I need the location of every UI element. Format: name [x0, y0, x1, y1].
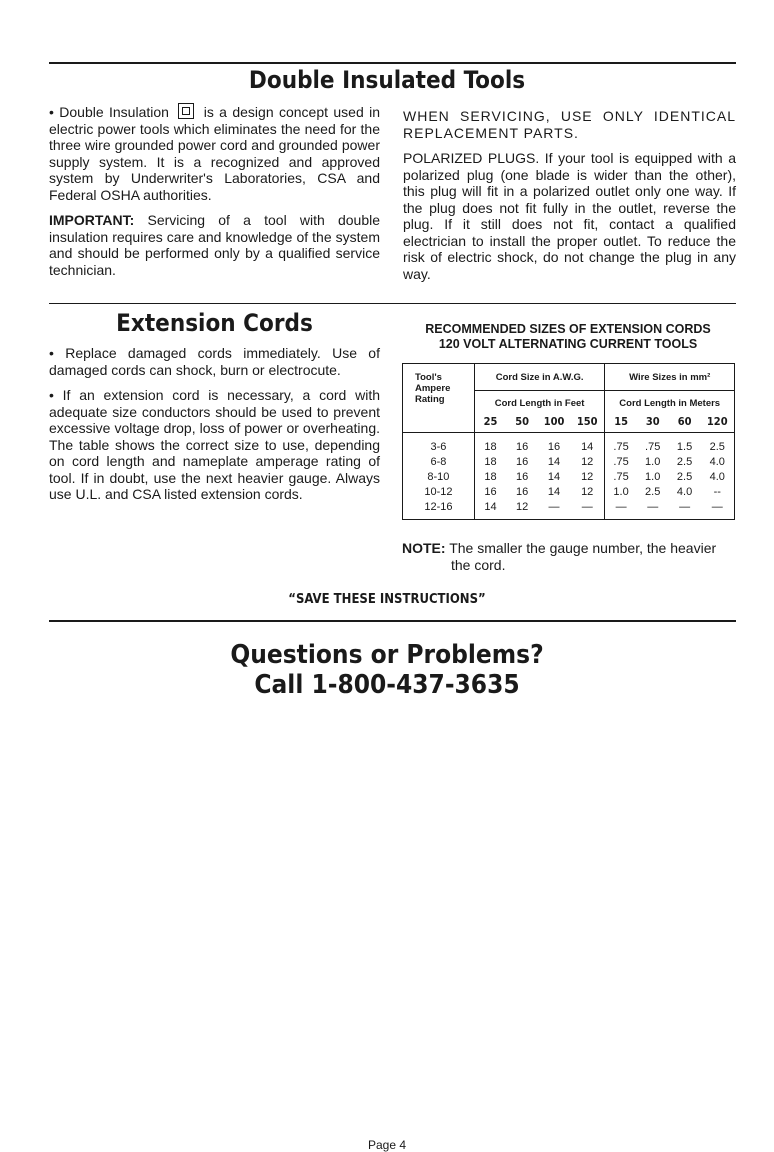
servicing-paragraph: WHEN SERVICING, USE ONLY IDENTICAL REPLACEMENT PARTS.	[403, 108, 736, 141]
table-heading-line-1: RECOMMENDED SIZES OF EXTENSION CORDS	[425, 322, 711, 336]
section-divider	[49, 303, 736, 304]
ampere-rating: 12-16	[403, 499, 475, 520]
ampere-rating: 10-12	[403, 484, 475, 499]
extension-bullet-1: • Replace damaged cords immediately. Use of damaged cords can shock, burn or electrocute.	[49, 345, 380, 378]
feet-length: 50	[506, 411, 538, 433]
ampere-rating: 8-10	[403, 469, 475, 484]
support-phone: Call 1-800-437-3635	[254, 670, 520, 700]
bottom-rule	[49, 620, 736, 622]
questions-heading: Questions or Problems?	[230, 640, 544, 670]
gauge-note: NOTE: The smaller the gauge number, the heavier the cord.	[402, 540, 717, 573]
mm-header: Wire Sizes in mm²	[605, 364, 735, 391]
double-insulation-symbol-icon	[178, 103, 194, 119]
meter-length: 60	[669, 411, 701, 433]
double-insulation-left-column	[49, 103, 380, 287]
meter-length: 15	[605, 411, 637, 433]
feet-header: Cord Length in Feet	[474, 391, 605, 411]
save-instructions: “SAVE THESE INSTRUCTIONS”	[288, 592, 486, 607]
double-insulation-intro: • Double Insulation is a design concept used in electric power tools which eliminates the need for the three wire grounded power cord and grounded power supply system. It is a recognized and approved system by Underwriter's Laboratories, CSA and Federal OSHA authorities.	[49, 104, 381, 203]
table-heading-line-2: 120 VOLT ALTERNATING CURRENT TOOLS	[438, 337, 698, 351]
table-row: 8-10 18 16 14 12 .75 1.0 2.5 4.0	[403, 469, 735, 484]
feet-length: 150	[570, 411, 605, 433]
ampere-rating: 6-8	[403, 454, 475, 469]
feet-length: 100	[538, 411, 570, 433]
page-number: Page 4	[367, 1138, 407, 1152]
table-row: 10-12 16 16 14 12 1.0 2.5 4.0 --	[403, 484, 735, 499]
section-title-double-insulated: Double Insulated Tools	[248, 66, 526, 94]
table-row: 6-8 18 16 14 12 .75 1.0 2.5 4.0	[403, 454, 735, 469]
table-row: 12-16 14 12 — — — — — —	[403, 499, 735, 520]
meters-header: Cord Length in Meters	[605, 391, 735, 411]
extension-cords-text	[49, 345, 380, 512]
top-rule	[49, 62, 736, 64]
feet-length: 25	[474, 411, 506, 433]
awg-header: Cord Size in A.W.G.	[474, 364, 605, 391]
important-paragraph: IMPORTANT: Servicing of a tool with double insulation requires care and knowledge of the system and should be performed only by a qualified service technician.	[49, 212, 381, 278]
meter-length: 30	[637, 411, 669, 433]
table-row: 3-6 18 16 16 14 .75 .75 1.5 2.5	[403, 433, 735, 455]
extension-bullet-2: • If an extension cord is necessary, a cord with adequate size conductors should be used to prevent excessive voltage drop, loss of power or overheating. The table shows the correct size to use, depending on cord length and nameplate amperage rating of tool. If in doubt, use the next heavier gauge. Always use U.L. and CSA listed extension cords.	[49, 387, 380, 502]
double-insulation-right-column	[403, 108, 736, 291]
extension-cord-table	[402, 363, 735, 520]
ampere-rating: 3-6	[403, 433, 475, 455]
ampere-rating-header: Tool's Ampere Rating	[403, 364, 475, 433]
meter-length: 120	[701, 411, 735, 433]
polarized-plugs-paragraph: POLARIZED PLUGS. If your tool is equipped with a polarized plug (one blade is wider than the other), this plug will fit in a polarized outlet only one way. If the plug does not fit fully in the outlet, reverse the plug. If it still does not fit, contact a qualified electrician to install the proper outlet. To reduce the risk of electric shock, do not change the plug in any way.	[403, 150, 736, 282]
section-title-extension-cords: Extension Cords	[116, 309, 313, 337]
